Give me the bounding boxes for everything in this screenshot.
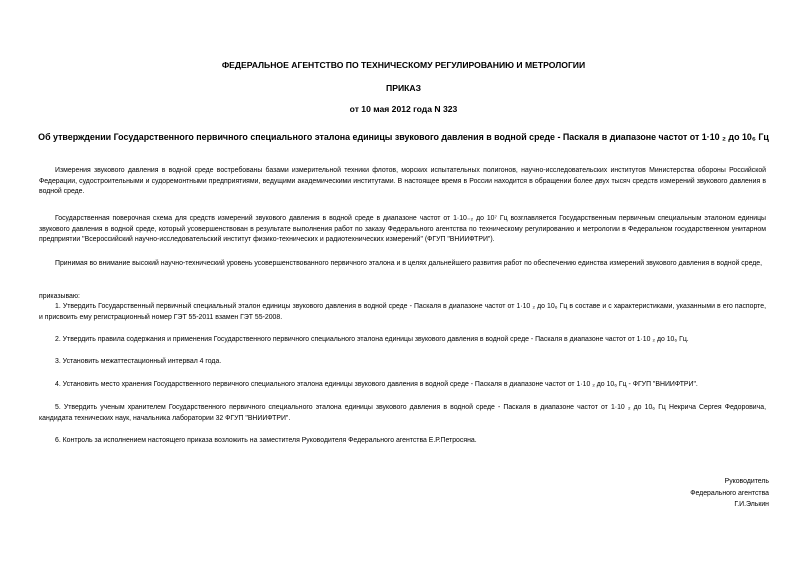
order-item: 3. Установить межаттестационный интервал 4 года. [55, 358, 222, 365]
paragraph: Государственная поверочная схема для средств измерений звукового давления в водной среде в диапазоне частот от 1·10₋₂ до 10⁷ Гц возглавляется Государственным первичным специальным эталоном единицы звукового давления в водной среде, который усовершенствован в результате выполнения работ по заказу Федерального агентства по техническому регулированию и метрологии в Федеральном государственном унитарном предприятии "Всероссийский научно-исследовательский институт физико-технических и радиотехнических измерений" (ФГУП "ВНИИФТРИ"). [39, 215, 766, 243]
agency-heading: ФЕДЕРАЛЬНОЕ АГЕНТСТВО ПО ТЕХНИЧЕСКОМУ РЕГУЛИРОВАНИЮ И МЕТРОЛОГИИ [221, 60, 586, 70]
order-title: Об утверждении Государственного первичного специального эталона единицы звукового давления в водной среде - Паскаля в диапазоне частот от 1·10 ₂ до 10₆ Гц [38, 132, 769, 142]
order-item: 4. Установить место хранения Государственного первичного специального эталона единицы звукового давления в водной среде - Паскаля в диапазоне частот от 1·10 ₂ до 10₆ Гц - ФГУП "ВНИИФТРИ". [55, 381, 698, 388]
order-label: ПРИКАЗ [386, 83, 421, 93]
order-item: 6. Контроль за исполнением настоящего приказа возложить на заместителя Руководителя Федерального агентства Е.Р.Петросяна. [55, 437, 477, 444]
signature-block [690, 476, 769, 511]
signature-organization: Федерального агентства [690, 489, 769, 497]
signature-position: Руководитель [724, 478, 769, 485]
paragraph: Измерения звукового давления в водной среде востребованы базами измерительной техники флотов, морских испытательных полигонов, научно-исследовательских институтов Министерства обороны Российской Федерации, судостроительными и судоремонтными предприятиями, ведущими академическими институтами. В настоящее время в России находится в обращении более двух тысяч средств измерений звукового давления в водной среде. [39, 167, 766, 195]
order-item: 2. Утвердить правила содержания и применения Государственного первичного специального эталона единицы звукового давления в водной среде - Паскаля в диапазоне частот от 1·10 ₂ до 10₆ Гц. [55, 336, 689, 343]
paragraph: Принимая во внимание высокий научно-технический уровень усовершенствованного первичного эталона и в целях дальнейшего развития работ по обеспечению единства измерений звукового давления в водной среде, [55, 260, 763, 267]
order-item: 5. Утвердить ученым хранителем Государственного первичного специального эталона единицы звукового давления в водной среде - Паскаля в диапазоне частот от 1·10 ₂ до 10₆ Гц Некрича Сергея Федоровича, кандидата технических наук, начальника лаборатории 32 ФГУП "ВНИИФТРИ". [39, 404, 766, 422]
order-date-number: от 10 мая 2012 года N 323 [349, 104, 458, 114]
order-word: приказываю: [39, 293, 80, 300]
signature-name: Г.И.Элькин [734, 501, 769, 508]
order-item: 1. Утвердить Государственный первичный специальный эталон единицы звукового давления в водной среде - Паскаля в диапазоне частот от 1·10 ₂ до 10₆ Гц в составе и с характеристиками, указанными в его паспорте, и присвоить ему регистрационный номер ГЭТ 55-2011 взамен ГЭТ 55-2008. [39, 303, 766, 321]
